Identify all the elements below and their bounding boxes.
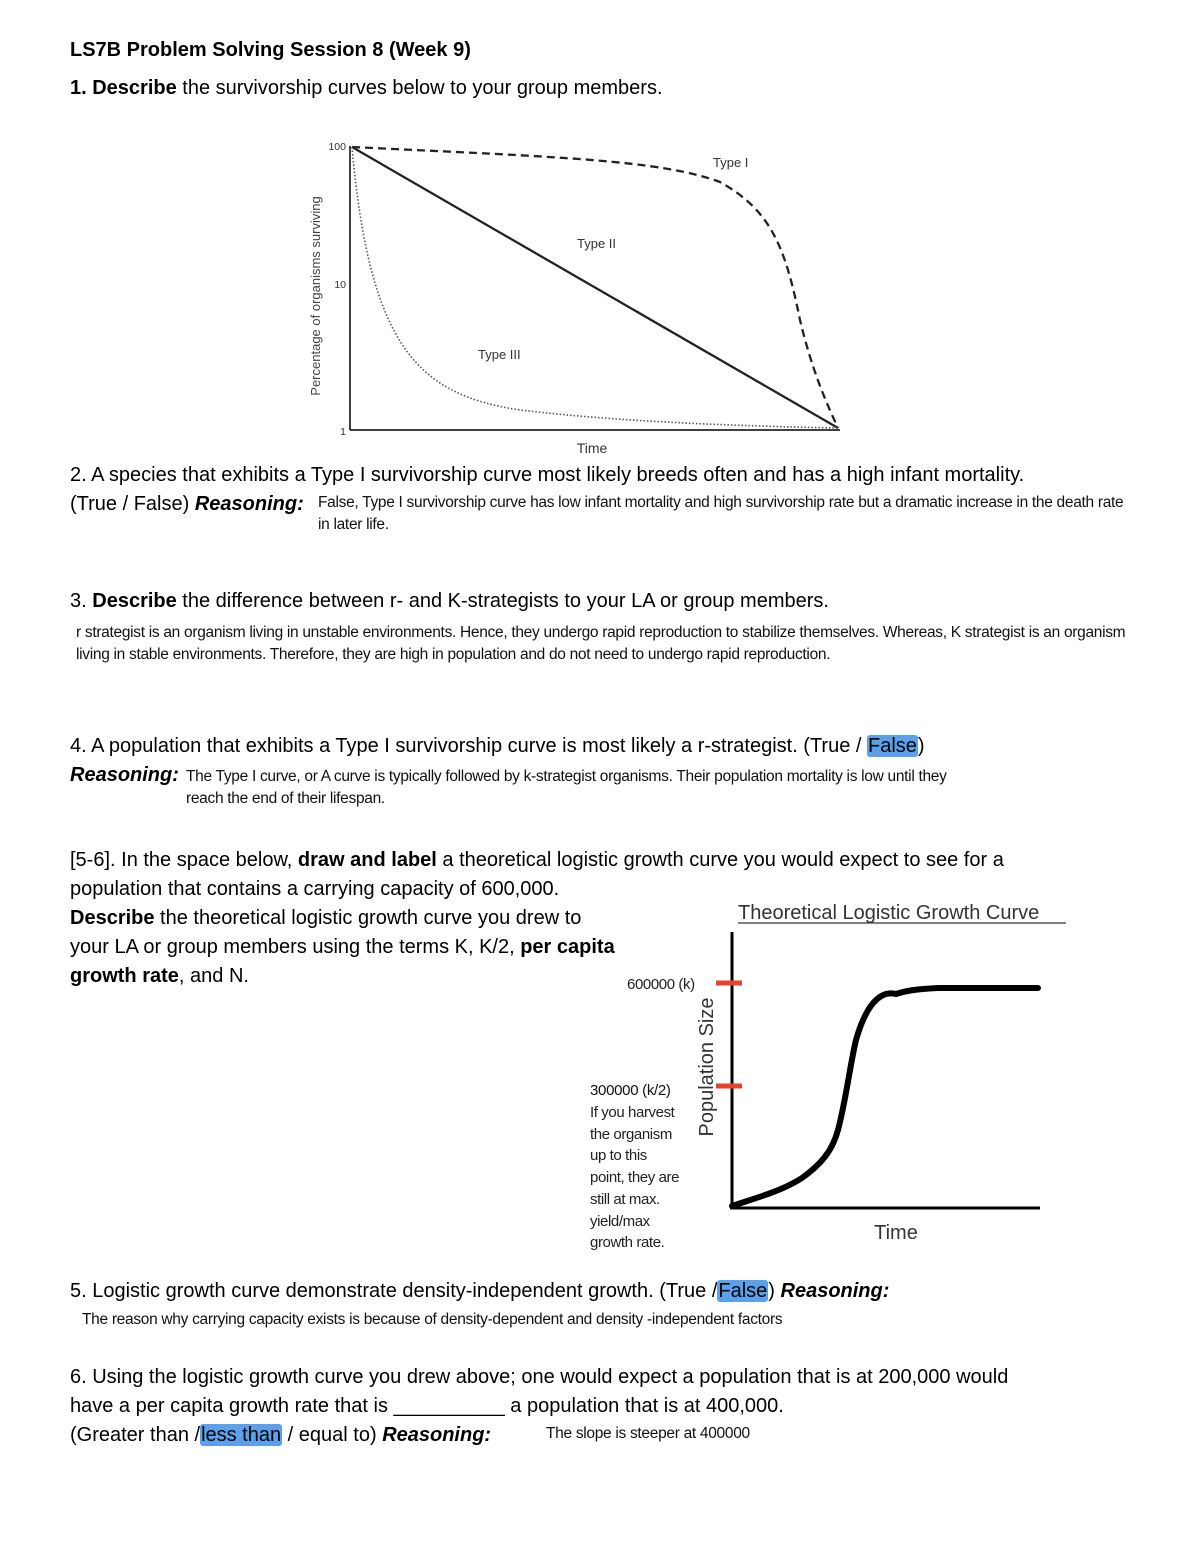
question-5: [70, 1277, 889, 1306]
question-5-6-line-4: [70, 933, 615, 962]
q56-l4b: per capita: [520, 936, 615, 958]
x-axis-label: Time: [576, 440, 608, 456]
question-6-line-3: [70, 1421, 491, 1450]
question-4: [70, 732, 925, 761]
q2-reasoning-label: Reasoning:: [194, 493, 304, 515]
q6-answer: The slope is steeper at 400000: [546, 1425, 750, 1442]
ytick-1: 1: [340, 426, 346, 438]
q56-l1b: draw and label: [297, 849, 437, 871]
q5-close: ): [768, 1280, 781, 1302]
type-3-label: Type III: [478, 347, 521, 362]
q56-l3a: Describe: [70, 907, 155, 929]
q1-text: the survivorship curves below to your group members.: [176, 77, 663, 99]
q3-text: the difference between r- and K-strategists to your LA or group members.: [176, 590, 829, 612]
type-2-label: Type II: [577, 236, 617, 251]
q3-prefix: 3.: [70, 590, 93, 612]
logistic-chart-title: Theoretical Logistic Growth Curve: [738, 902, 1040, 924]
type-2-curve: [352, 147, 838, 428]
q6-reasoning-label: Reasoning:: [382, 1424, 492, 1446]
question-5-6-line-3: [70, 904, 581, 933]
q5-text: 5. Logistic growth curve demonstrate density-independent growth. (True /: [70, 1280, 718, 1302]
q6-l3b: / equal to): [282, 1424, 383, 1446]
logistic-x-label: Time: [874, 1222, 918, 1244]
logistic-y-label: Population Size: [696, 997, 718, 1137]
question-1: [70, 74, 663, 103]
note-line-3: up to this: [590, 1147, 647, 1165]
note-line-5: still at max.: [590, 1190, 660, 1208]
logistic-curve: [732, 988, 1038, 1206]
q6-highlight-less-than: less than: [201, 1424, 282, 1446]
note-line-7: growth rate.: [590, 1234, 665, 1252]
question-3: [70, 587, 829, 616]
q56-l5b: , and N.: [178, 965, 249, 987]
ytick-10: 10: [334, 279, 346, 291]
k-half-label: 300000 (k/2): [590, 1082, 671, 1099]
question-5-6-line-5: [70, 962, 249, 991]
q5-highlight-false: False: [718, 1280, 768, 1302]
q3-answer: r strategist is an organism living in unstable environments. Hence, they undergo rapid reproduction to stabilize themselves. Whereas, K strategist is an organism living in stable environments. Therefore, they are high in population and do not need to undergo rapid reproduction.: [76, 624, 1126, 663]
q56-l1a: [5-6]. In the space below,: [70, 849, 298, 871]
q4-reasoning-label: Reasoning:: [70, 764, 179, 786]
q56-l5a: growth rate: [70, 965, 179, 987]
q1-bold: 1. Describe: [70, 77, 177, 99]
k-label: 600000 (k): [627, 976, 695, 993]
question-6-line-1: 6. Using the logistic growth curve you drew above; one would expect a population that is at 200,000 would: [70, 1366, 1009, 1388]
harvest-note: [590, 1102, 679, 1254]
q2-choices: (True / False): [70, 493, 195, 515]
q56-l3b: the theoretical logistic growth curve you drew to: [154, 907, 582, 929]
note-line-4: point, they are: [590, 1169, 680, 1187]
q56-l1c: a theoretical logistic growth curve you would expect to see for a: [436, 849, 1004, 871]
q5-reasoning-label: Reasoning:: [780, 1280, 890, 1302]
q4-answer: The Type I curve, or A curve is typically followed by k-strategist organisms. Their population mortality is low until they reach the end of their lifespan.: [186, 768, 947, 807]
y-axis-label: Percentage of organisms surviving: [308, 196, 323, 396]
ytick-100: 100: [328, 141, 346, 153]
question-2-choices: [70, 490, 304, 519]
question-2: 2. A species that exhibits a Type I survivorship curve most likely breeds often and has a high infant mortality.: [70, 464, 1025, 486]
note-line-2: the organism: [590, 1125, 672, 1143]
note-line-1: If you harvest: [590, 1104, 675, 1121]
q3-bold: Describe: [92, 590, 177, 612]
q4-highlight-false: False: [868, 735, 917, 757]
q2-answer: False, Type I survivorship curve has low infant mortality and high survivorship rate but a dramatic increase in the death rate in later life.: [318, 494, 1124, 533]
q6-l3a: (Greater than /: [70, 1424, 201, 1446]
page-title: LS7B Problem Solving Session 8 (Week 9): [70, 39, 471, 61]
q5-answer: The reason why carrying capacity exists is because of density-dependent and density -independent factors: [82, 1311, 783, 1328]
question-5-6-line-1: [70, 846, 1004, 875]
type-1-label: Type I: [713, 155, 749, 170]
q4-text: 4. A population that exhibits a Type I survivorship curve is most likely a r-strategist. (True /: [70, 735, 868, 757]
question-6-line-2: have a per capita growth rate that is __________ a population that is at 400,000.: [70, 1395, 784, 1417]
q56-l4a: your LA or group members using the terms K, K/2,: [70, 936, 521, 958]
question-5-6-line-2: population that contains a carrying capacity of 600,000.: [70, 878, 560, 900]
note-line-6: yield/max: [590, 1212, 650, 1230]
survivorship-chart: [300, 130, 860, 460]
q4-close: ): [917, 735, 925, 757]
